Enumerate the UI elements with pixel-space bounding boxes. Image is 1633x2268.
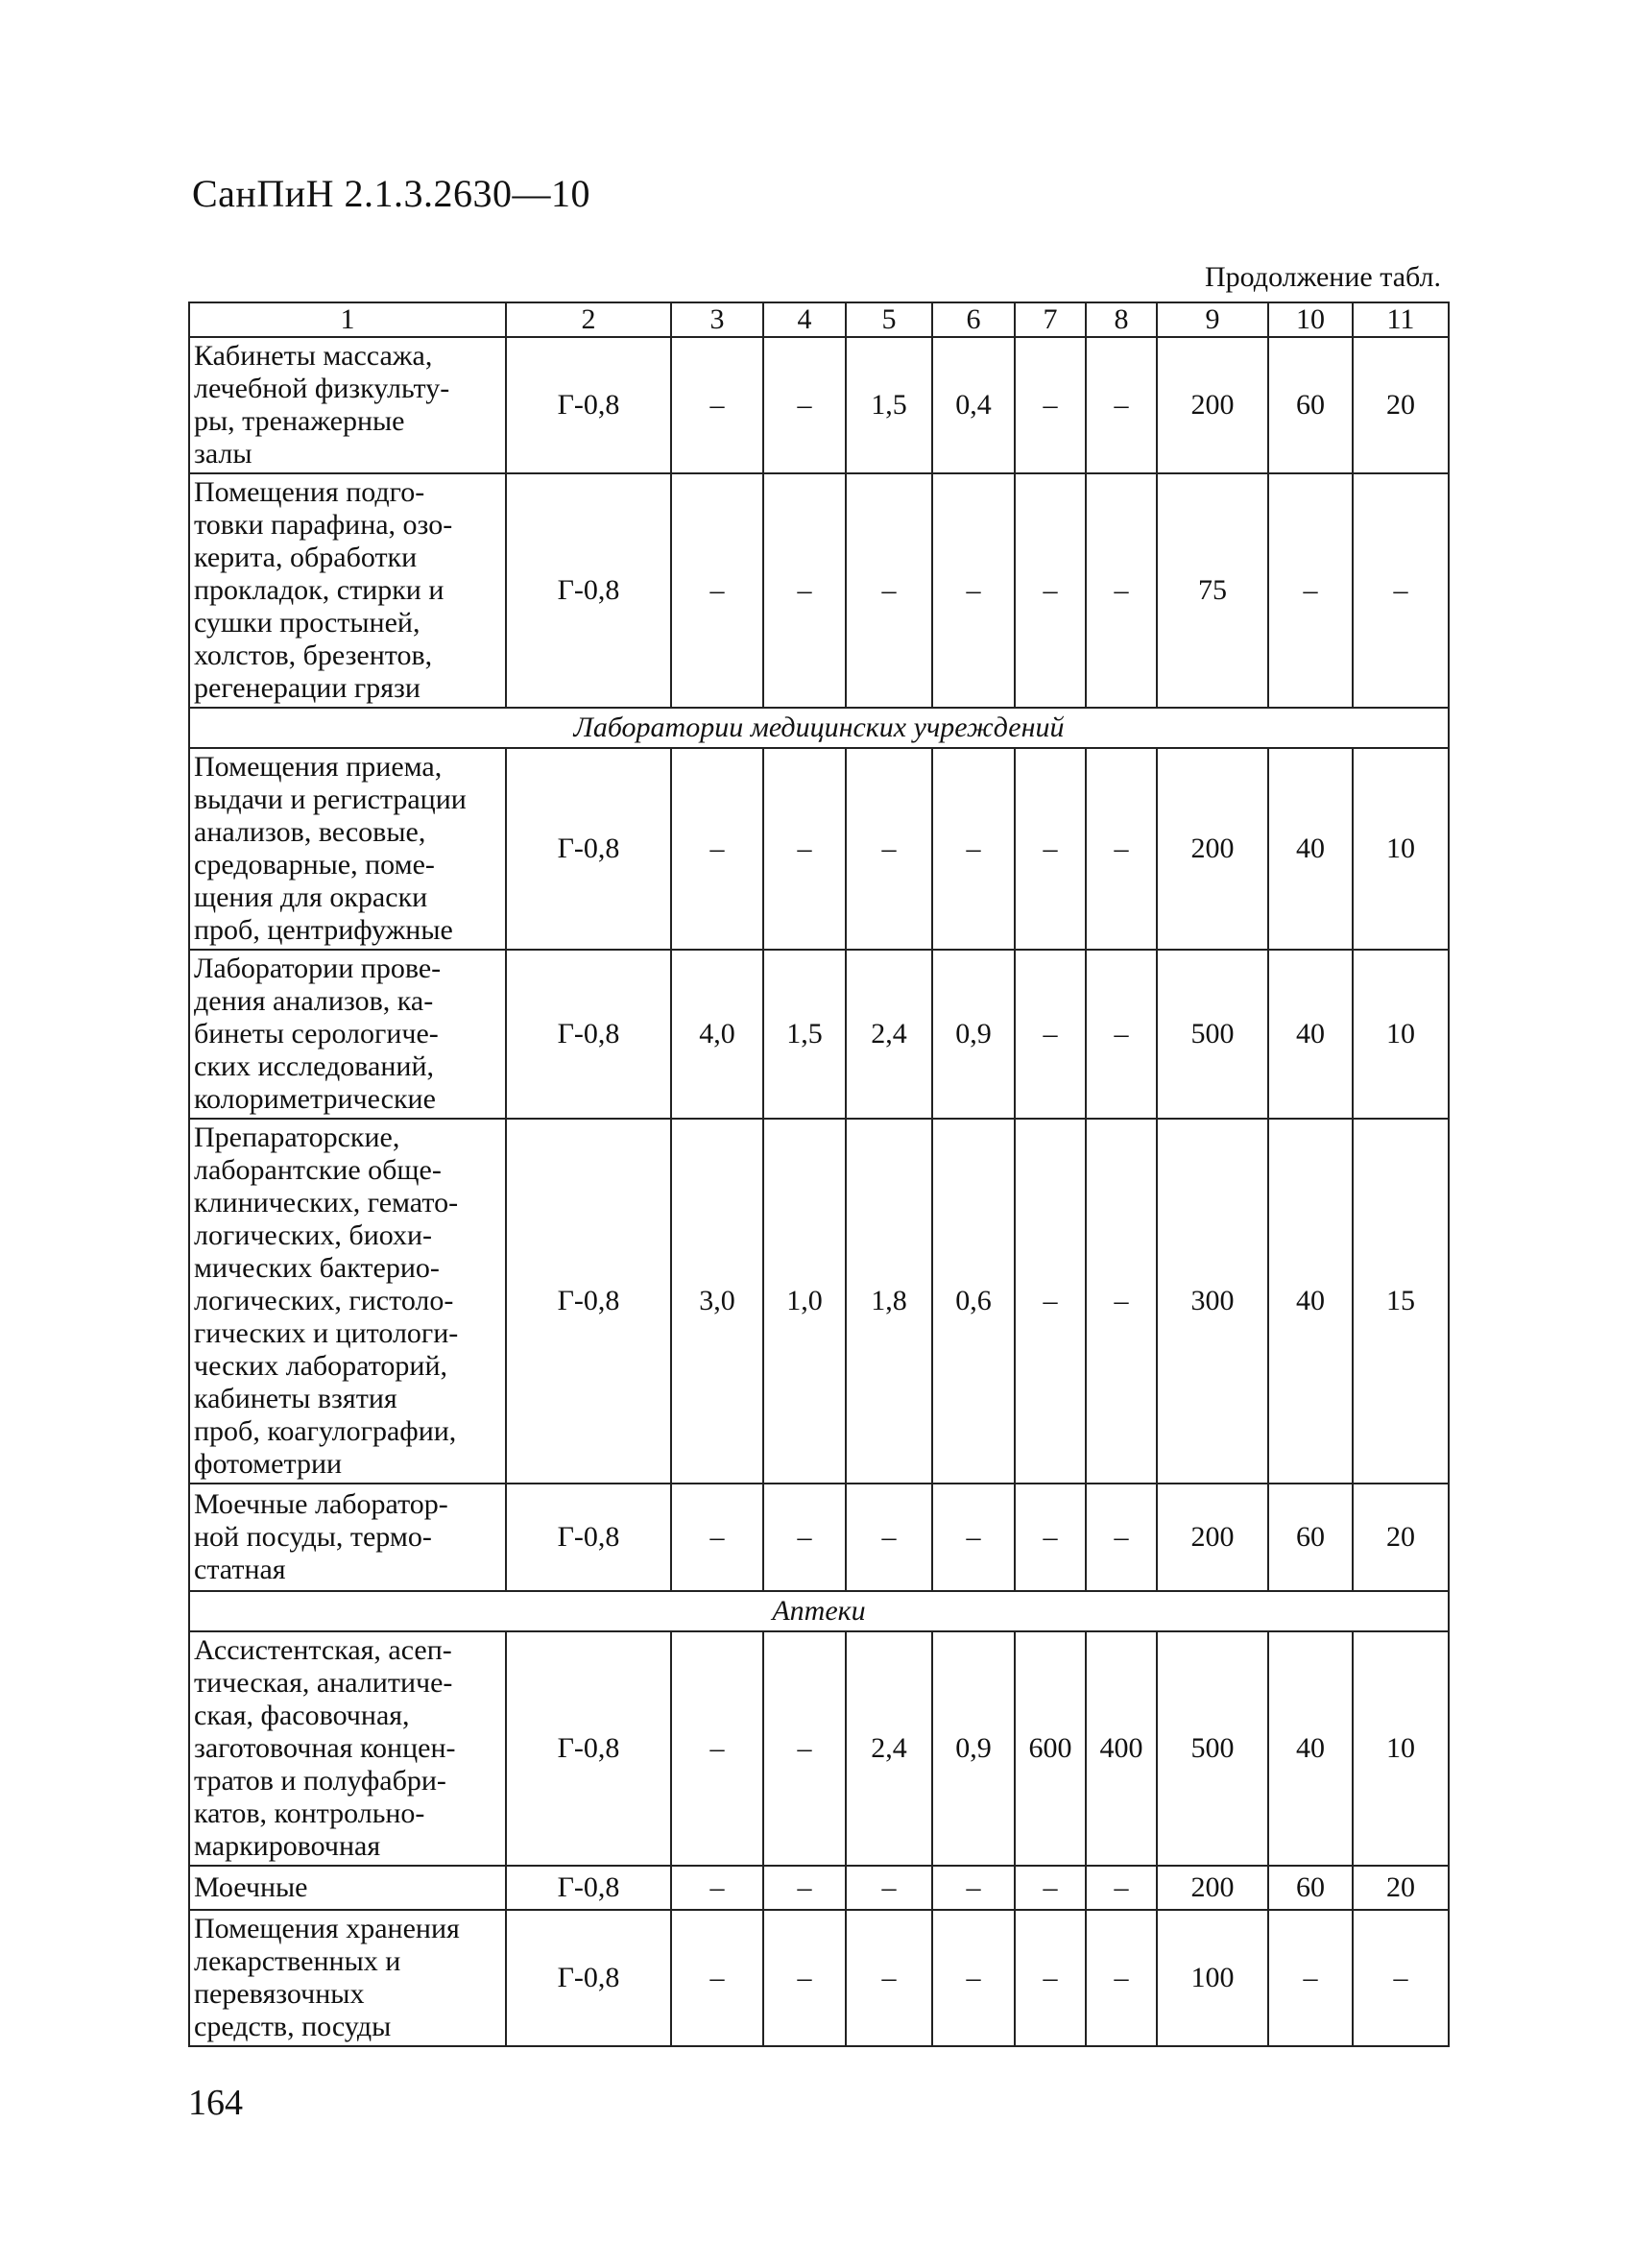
section-heading: Аптеки (189, 1591, 1449, 1631)
value-cell: – (671, 748, 763, 950)
value-cell: – (1015, 473, 1086, 708)
column-number-cell: 5 (846, 302, 932, 337)
value-cell: 40 (1268, 1119, 1353, 1484)
room-type-cell: Кабинеты массажа, лечебной физкульту- ры, тренажерные залы (189, 337, 506, 473)
value-cell: 1,8 (846, 1119, 932, 1484)
value-cell: – (1268, 1910, 1353, 2046)
value-cell: 600 (1015, 1631, 1086, 1866)
value-cell: – (763, 1866, 846, 1910)
document-title: СанПиН 2.1.3.2630—10 (192, 172, 591, 215)
value-cell: – (763, 473, 846, 708)
value-cell: – (1015, 1119, 1086, 1484)
value-cell: Г-0,8 (506, 337, 671, 473)
value-cell: – (1268, 473, 1353, 708)
value-cell: 0,6 (932, 1119, 1015, 1484)
value-cell: – (763, 337, 846, 473)
value-cell: 20 (1353, 1484, 1449, 1591)
value-cell: 75 (1157, 473, 1268, 708)
value-cell: – (1015, 950, 1086, 1119)
value-cell: – (1015, 1866, 1086, 1910)
value-cell: 200 (1157, 1866, 1268, 1910)
value-cell: – (671, 1631, 763, 1866)
value-cell: 10 (1353, 950, 1449, 1119)
value-cell: 100 (1157, 1910, 1268, 2046)
value-cell: 60 (1268, 1484, 1353, 1591)
column-number-cell: 2 (506, 302, 671, 337)
column-number-cell: 6 (932, 302, 1015, 337)
column-number-cell: 11 (1353, 302, 1449, 337)
value-cell: – (1086, 473, 1157, 708)
column-number-cell: 8 (1086, 302, 1157, 337)
table-row (189, 1484, 1449, 1591)
value-cell: 20 (1353, 337, 1449, 473)
value-cell: Г-0,8 (506, 1119, 671, 1484)
section-heading: Лаборатории медицинских учреждений (189, 708, 1449, 748)
value-cell: – (671, 337, 763, 473)
room-type-cell: Моечные (189, 1866, 506, 1910)
value-cell: 500 (1157, 1631, 1268, 1866)
value-cell: 0,4 (932, 337, 1015, 473)
value-cell: 0,9 (932, 1631, 1015, 1866)
column-number-cell: 9 (1157, 302, 1268, 337)
value-cell: 0,9 (932, 950, 1015, 1119)
value-cell: Г-0,8 (506, 1631, 671, 1866)
value-cell: – (1086, 1910, 1157, 2046)
section-heading-row (189, 1591, 1449, 1631)
table-row (189, 1866, 1449, 1910)
column-number-cell: 7 (1015, 302, 1086, 337)
value-cell: – (846, 473, 932, 708)
section-heading-row (189, 708, 1449, 748)
value-cell: 2,4 (846, 950, 932, 1119)
value-cell: 20 (1353, 1866, 1449, 1910)
value-cell: – (1353, 473, 1449, 708)
value-cell: Г-0,8 (506, 1910, 671, 2046)
value-cell: 2,4 (846, 1631, 932, 1866)
table-row (189, 1910, 1449, 2046)
value-cell: 40 (1268, 950, 1353, 1119)
value-cell: – (1353, 1910, 1449, 2046)
value-cell: – (763, 1631, 846, 1866)
value-cell: – (1015, 337, 1086, 473)
value-cell: – (671, 1484, 763, 1591)
value-cell: – (846, 1866, 932, 1910)
value-cell: 200 (1157, 337, 1268, 473)
column-number-cell: 3 (671, 302, 763, 337)
value-cell: – (1086, 337, 1157, 473)
value-cell: – (1086, 1119, 1157, 1484)
value-cell: Г-0,8 (506, 1484, 671, 1591)
value-cell: – (1086, 748, 1157, 950)
norms-table (188, 302, 1450, 2047)
value-cell: 10 (1353, 1631, 1449, 1866)
value-cell: 200 (1157, 1484, 1268, 1591)
value-cell: – (1086, 950, 1157, 1119)
value-cell: – (932, 1484, 1015, 1591)
value-cell: 500 (1157, 950, 1268, 1119)
table-row (189, 950, 1449, 1119)
value-cell: – (932, 1910, 1015, 2046)
value-cell: – (763, 1910, 846, 2046)
room-type-cell: Моечные лаборатор- ной посуды, термо- статная (189, 1484, 506, 1591)
table-row (189, 1631, 1449, 1866)
table-continuation-label: Продолжение табл. (1205, 261, 1441, 293)
value-cell: – (932, 748, 1015, 950)
value-cell: – (932, 1866, 1015, 1910)
value-cell: 40 (1268, 748, 1353, 950)
room-type-cell: Помещения хранения лекарственных и перевязочных средств, посуды (189, 1910, 506, 2046)
value-cell: 1,5 (846, 337, 932, 473)
value-cell: Г-0,8 (506, 473, 671, 708)
value-cell: – (1086, 1866, 1157, 1910)
room-type-cell: Помещения приема, выдачи и регистрации анализов, весовые, средоварные, поме- щения для окраски проб, центрифужные (189, 748, 506, 950)
value-cell: – (932, 473, 1015, 708)
value-cell: 60 (1268, 1866, 1353, 1910)
value-cell: 200 (1157, 748, 1268, 950)
value-cell: 40 (1268, 1631, 1353, 1866)
value-cell: – (1015, 1910, 1086, 2046)
room-type-cell: Помещения подго- товки парафина, озо- керита, обработки прокладок, стирки и сушки простыней, холстов, брезентов, регенерации грязи (189, 473, 506, 708)
value-cell: 10 (1353, 748, 1449, 950)
value-cell: 300 (1157, 1119, 1268, 1484)
page-number: 164 (188, 2083, 243, 2123)
value-cell: – (1086, 1484, 1157, 1591)
value-cell: – (671, 473, 763, 708)
table-row (189, 1119, 1449, 1484)
table-row (189, 337, 1449, 473)
value-cell: 1,0 (763, 1119, 846, 1484)
column-number-cell: 1 (189, 302, 506, 337)
column-number-cell: 10 (1268, 302, 1353, 337)
value-cell: – (671, 1910, 763, 2046)
value-cell: Г-0,8 (506, 1866, 671, 1910)
value-cell: – (846, 1910, 932, 2046)
column-number-cell: 4 (763, 302, 846, 337)
value-cell: 4,0 (671, 950, 763, 1119)
value-cell: 3,0 (671, 1119, 763, 1484)
table-body (189, 302, 1449, 2046)
value-cell: – (846, 748, 932, 950)
value-cell: – (846, 1484, 932, 1591)
value-cell: – (671, 1866, 763, 1910)
value-cell: 400 (1086, 1631, 1157, 1866)
value-cell: – (1015, 748, 1086, 950)
value-cell: Г-0,8 (506, 950, 671, 1119)
value-cell: 1,5 (763, 950, 846, 1119)
value-cell: – (763, 1484, 846, 1591)
room-type-cell: Ассистентская, асеп- тическая, аналитиче- ская, фасовочная, заготовочная концен- тратов и полуфабри- катов, контрольно- маркировочная (189, 1631, 506, 1866)
value-cell: – (1015, 1484, 1086, 1591)
table-row (189, 473, 1449, 708)
value-cell: Г-0,8 (506, 748, 671, 950)
value-cell: 60 (1268, 337, 1353, 473)
column-number-row (189, 302, 1449, 337)
value-cell: – (763, 748, 846, 950)
room-type-cell: Препараторские, лаборантские обще- клинических, гемато- логических, биохи- мических бактерио- логических, гистоло- гических и цитологи- ческих лабораторий, кабинеты взятия проб, коагулографии, фотометрии (189, 1119, 506, 1484)
value-cell: 15 (1353, 1119, 1449, 1484)
table-row (189, 748, 1449, 950)
room-type-cell: Лаборатории прове- дения анализов, ка- бинеты серологиче- ских исследований, колориметрические (189, 950, 506, 1119)
